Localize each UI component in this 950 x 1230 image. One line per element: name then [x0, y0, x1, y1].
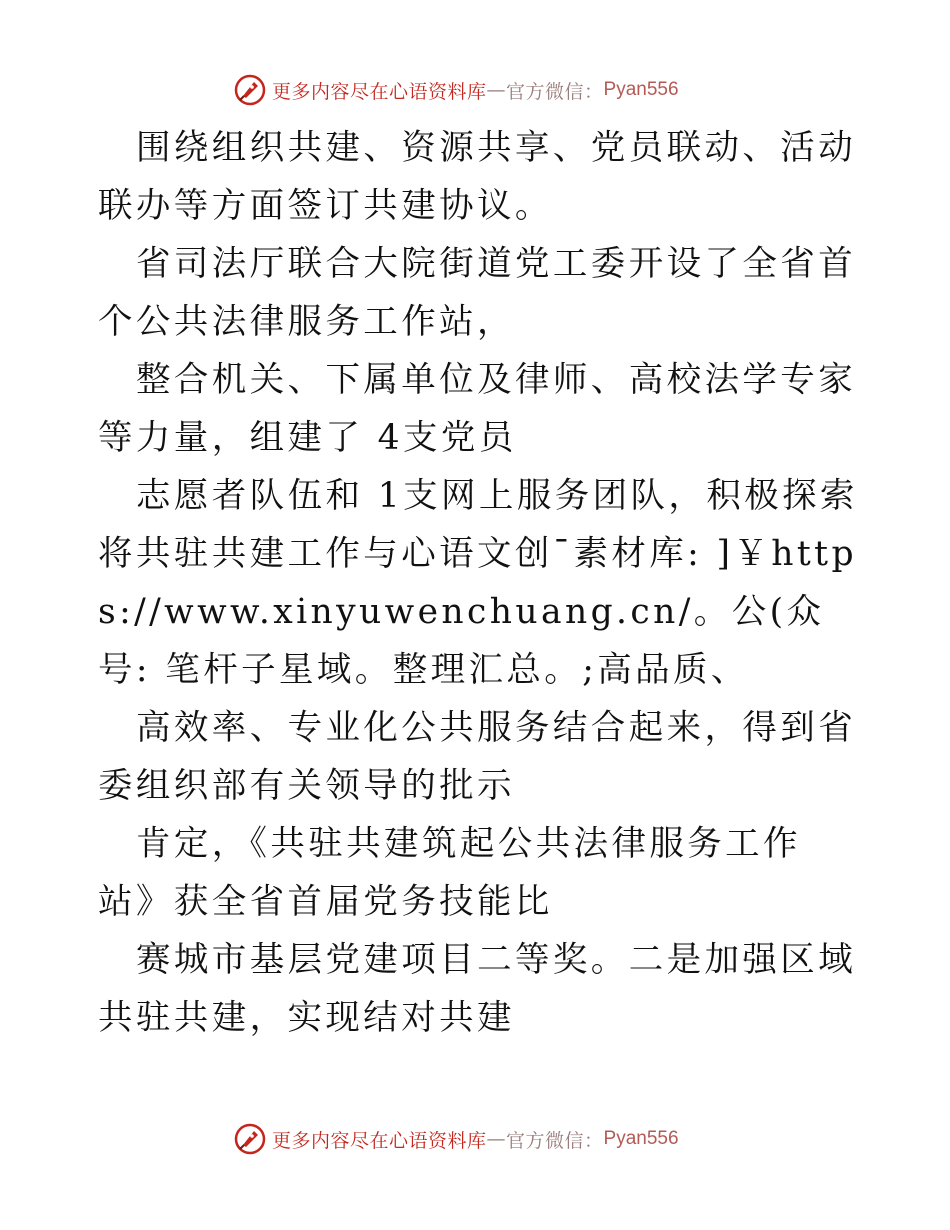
- banner-wechat-id: Pyan556: [603, 1128, 679, 1149]
- paragraph-1: 围绕组织共建、资源共享、党员联动、活动联办等方面签订共建协议。: [98, 128, 857, 226]
- footer-banner: [234, 1122, 679, 1156]
- paragraph-6: 肯定，《共驻共建筑起公共法律服务工作站》获全省首届党务技能比: [98, 824, 801, 922]
- banner-dash: —: [486, 1128, 507, 1150]
- banner-site-name: 更多内容尽在心语资料库: [272, 80, 487, 103]
- pen-nib-logo-icon: [234, 1123, 266, 1155]
- banner-wechat-id: Pyan556: [603, 79, 679, 100]
- paragraph-4: 志愿者队伍和 1支网上服务团队，积极探索将共驻共建工作与心语文创¯素材库: ]￥https://www.xinyuwenchuang.cn/。公(众号: 笔杆子星域。整理汇总。;高品质、: [98, 476, 858, 690]
- banner-official-label: 官方微信：: [506, 80, 604, 103]
- banner-official-label: 官方微信：: [506, 1129, 604, 1152]
- paragraph-3: 整合机关、下属单位及律师、高校法学专家等力量，组建了 4支党员: [98, 360, 857, 458]
- banner-site-name: 更多内容尽在心语资料库: [272, 1129, 487, 1152]
- pen-nib-logo-icon: [234, 74, 266, 106]
- paragraph-5: 高效率、专业化公共服务结合起来，得到省委组织部有关领导的批示: [98, 708, 857, 806]
- banner-dash: —: [486, 79, 507, 101]
- header-banner: [234, 73, 679, 107]
- paragraph-2: 省司法厅联合大院街道党工委开设了全省首个公共法律服务工作站，: [98, 244, 857, 342]
- paragraph-7: 赛城市基层党建项目二等奖。二是加强区域共驻共建，实现结对共建: [98, 940, 857, 1038]
- document-body: [98, 119, 858, 1047]
